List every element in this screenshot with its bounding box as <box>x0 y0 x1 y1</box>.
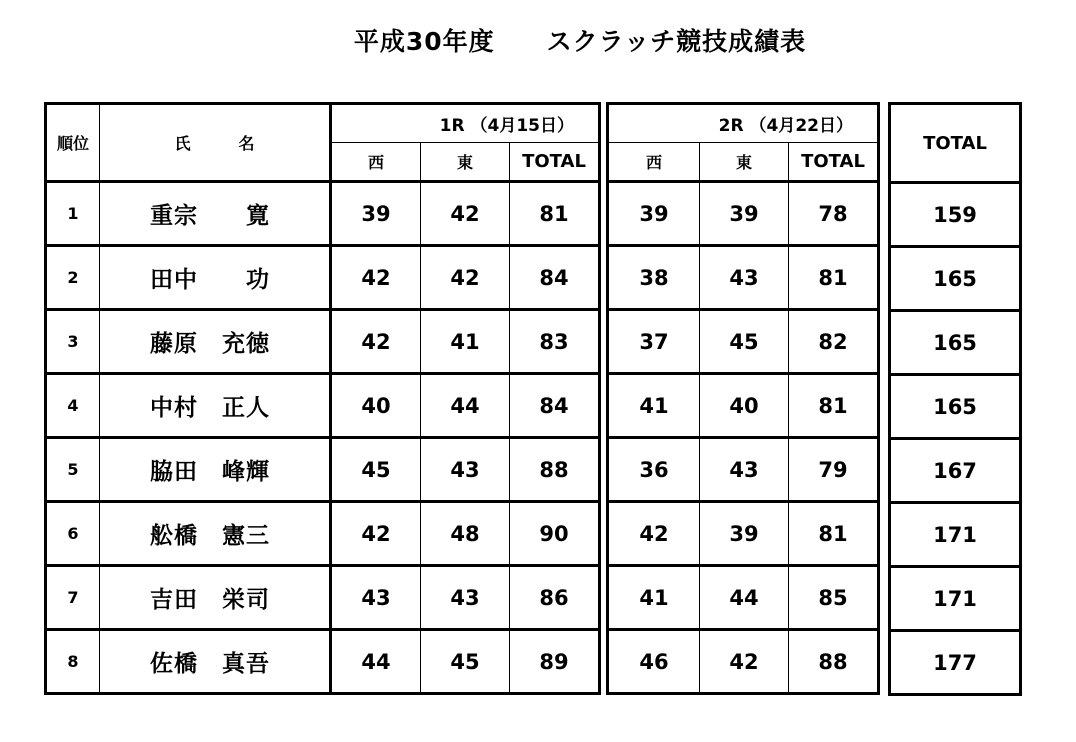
grand-total-cell: 167 <box>890 439 1021 503</box>
rank-cell: 2 <box>46 246 100 310</box>
r1-total-cell: 83 <box>510 310 600 374</box>
round2-header: 2R （4月22日） <box>608 104 879 143</box>
table-row <box>890 311 1021 375</box>
grand-total-cell: 159 <box>890 183 1021 247</box>
player-name-cell: 佐橋 真吾 <box>100 630 331 694</box>
r2-west-cell: 37 <box>608 310 700 374</box>
r2-total-header: TOTAL <box>789 143 879 182</box>
r2-total-cell: 88 <box>818 649 848 674</box>
table-row <box>890 247 1021 311</box>
player-name-cell: 吉田 栄司 <box>100 566 331 630</box>
table-row <box>608 566 879 630</box>
r2-east-cell: 43 <box>700 246 789 310</box>
table-row <box>890 375 1021 439</box>
r1-west-cell: 45 <box>331 438 421 502</box>
r1-total-cell: 84 <box>510 374 600 438</box>
r2-west-cell: 41 <box>608 374 700 438</box>
page-title: 平成30年度 スクラッチ競技成績表 <box>353 27 807 56</box>
grand-total-cell: 171 <box>890 503 1021 567</box>
grand-total-cell: 165 <box>890 311 1021 375</box>
player-name-cell: 藤原 充徳 <box>100 310 331 374</box>
round1-table <box>44 102 601 695</box>
round2-table <box>606 102 880 695</box>
table-row <box>608 246 879 310</box>
rank-cell: 5 <box>46 438 100 502</box>
table-row <box>46 502 600 566</box>
rank-cell: 8 <box>46 630 100 694</box>
r2-east-header: 東 <box>700 143 789 182</box>
grand-total-cell: 165 <box>890 375 1021 439</box>
r2-west-header: 西 <box>608 143 700 182</box>
table-row <box>46 182 600 246</box>
r1-west-cell: 42 <box>331 246 421 310</box>
r1-east-cell: 42 <box>421 182 510 246</box>
player-name-cell: 重宗 寛 <box>100 182 331 246</box>
r1-east-cell: 43 <box>421 438 510 502</box>
r1-west-header: 西 <box>331 143 421 182</box>
grand-total-cell: 171 <box>890 567 1021 631</box>
r1-east-cell: 45 <box>421 630 510 694</box>
r2-total-cell: 78 <box>789 182 879 246</box>
r1-total-cell: 90 <box>510 502 600 566</box>
player-name-cell: 脇田 峰輝 <box>100 438 331 502</box>
table-row <box>608 310 879 374</box>
table-row <box>46 566 600 630</box>
rank-cell: 1 <box>46 182 100 246</box>
r1-total-header: TOTAL <box>510 143 600 182</box>
grand-total-cell: 165 <box>890 247 1021 311</box>
r2-west-cell: 42 <box>608 502 700 566</box>
r1-total-cell: 81 <box>510 182 600 246</box>
grand-total-header: TOTAL <box>890 104 1021 183</box>
rank-cell: 3 <box>46 310 100 374</box>
r2-total-cell: 81 <box>789 374 879 438</box>
r1-west-cell: 42 <box>331 502 421 566</box>
table-row <box>608 502 879 566</box>
r2-west-cell: 41 <box>608 566 700 630</box>
table-row <box>46 310 600 374</box>
grand-total-table <box>888 102 1022 696</box>
r2-east-cell: 44 <box>700 566 789 630</box>
r1-west-cell: 42 <box>331 310 421 374</box>
grand-total-cell: 177 <box>933 650 977 675</box>
rank-cell: 4 <box>46 374 100 438</box>
table-row <box>608 438 879 502</box>
r2-east-cell: 45 <box>700 310 789 374</box>
r2-total-cell: 79 <box>789 438 879 502</box>
table-row <box>890 567 1021 631</box>
table-row <box>890 439 1021 503</box>
r1-total-cell: 86 <box>510 566 600 630</box>
player-name-cell: 田中 功 <box>100 246 331 310</box>
r2-east-cell: 40 <box>700 374 789 438</box>
r2-total-cell: 81 <box>789 246 879 310</box>
round1-header: 1R （4月15日） <box>331 104 600 143</box>
table-row <box>46 438 600 502</box>
r1-east-cell: 42 <box>421 246 510 310</box>
name-header: 氏 名 <box>100 104 331 182</box>
rank-header: 順位 <box>46 104 100 182</box>
r1-east-header: 東 <box>421 143 510 182</box>
table-row <box>46 246 600 310</box>
r2-east-cell: 39 <box>700 502 789 566</box>
table-row <box>46 374 600 438</box>
r2-west-cell: 46 <box>608 630 700 694</box>
r2-west-cell: 38 <box>608 246 700 310</box>
r2-total-cell: 82 <box>789 310 879 374</box>
rank-cell: 6 <box>46 502 100 566</box>
table-row <box>608 374 879 438</box>
r1-east-cell: 41 <box>421 310 510 374</box>
table-row <box>890 503 1021 567</box>
r2-east-cell: 39 <box>700 182 789 246</box>
r2-east-cell: 43 <box>700 438 789 502</box>
r1-total-cell: 84 <box>510 246 600 310</box>
r2-east-cell: 42 <box>700 630 789 694</box>
table-row <box>46 630 600 694</box>
table-row <box>890 631 1021 695</box>
rank-cell: 7 <box>46 566 100 630</box>
r2-west-cell: 36 <box>608 438 700 502</box>
r2-total-cell: 81 <box>789 502 879 566</box>
table-row <box>890 183 1021 247</box>
r2-total-cell: 85 <box>789 566 879 630</box>
r1-total-cell: 88 <box>510 438 600 502</box>
table-row <box>608 182 879 246</box>
r2-west-cell: 39 <box>608 182 700 246</box>
r1-east-cell: 43 <box>421 566 510 630</box>
r1-west-cell: 40 <box>331 374 421 438</box>
r1-east-cell: 48 <box>421 502 510 566</box>
player-name-cell: 舩橋 憲三 <box>100 502 331 566</box>
r1-west-cell: 43 <box>331 566 421 630</box>
table-row <box>608 630 879 694</box>
r1-west-cell: 44 <box>331 630 421 694</box>
r1-west-cell: 39 <box>331 182 421 246</box>
r1-east-cell: 44 <box>421 374 510 438</box>
player-name-cell: 中村 正人 <box>100 374 331 438</box>
r1-total-cell: 89 <box>539 649 569 674</box>
